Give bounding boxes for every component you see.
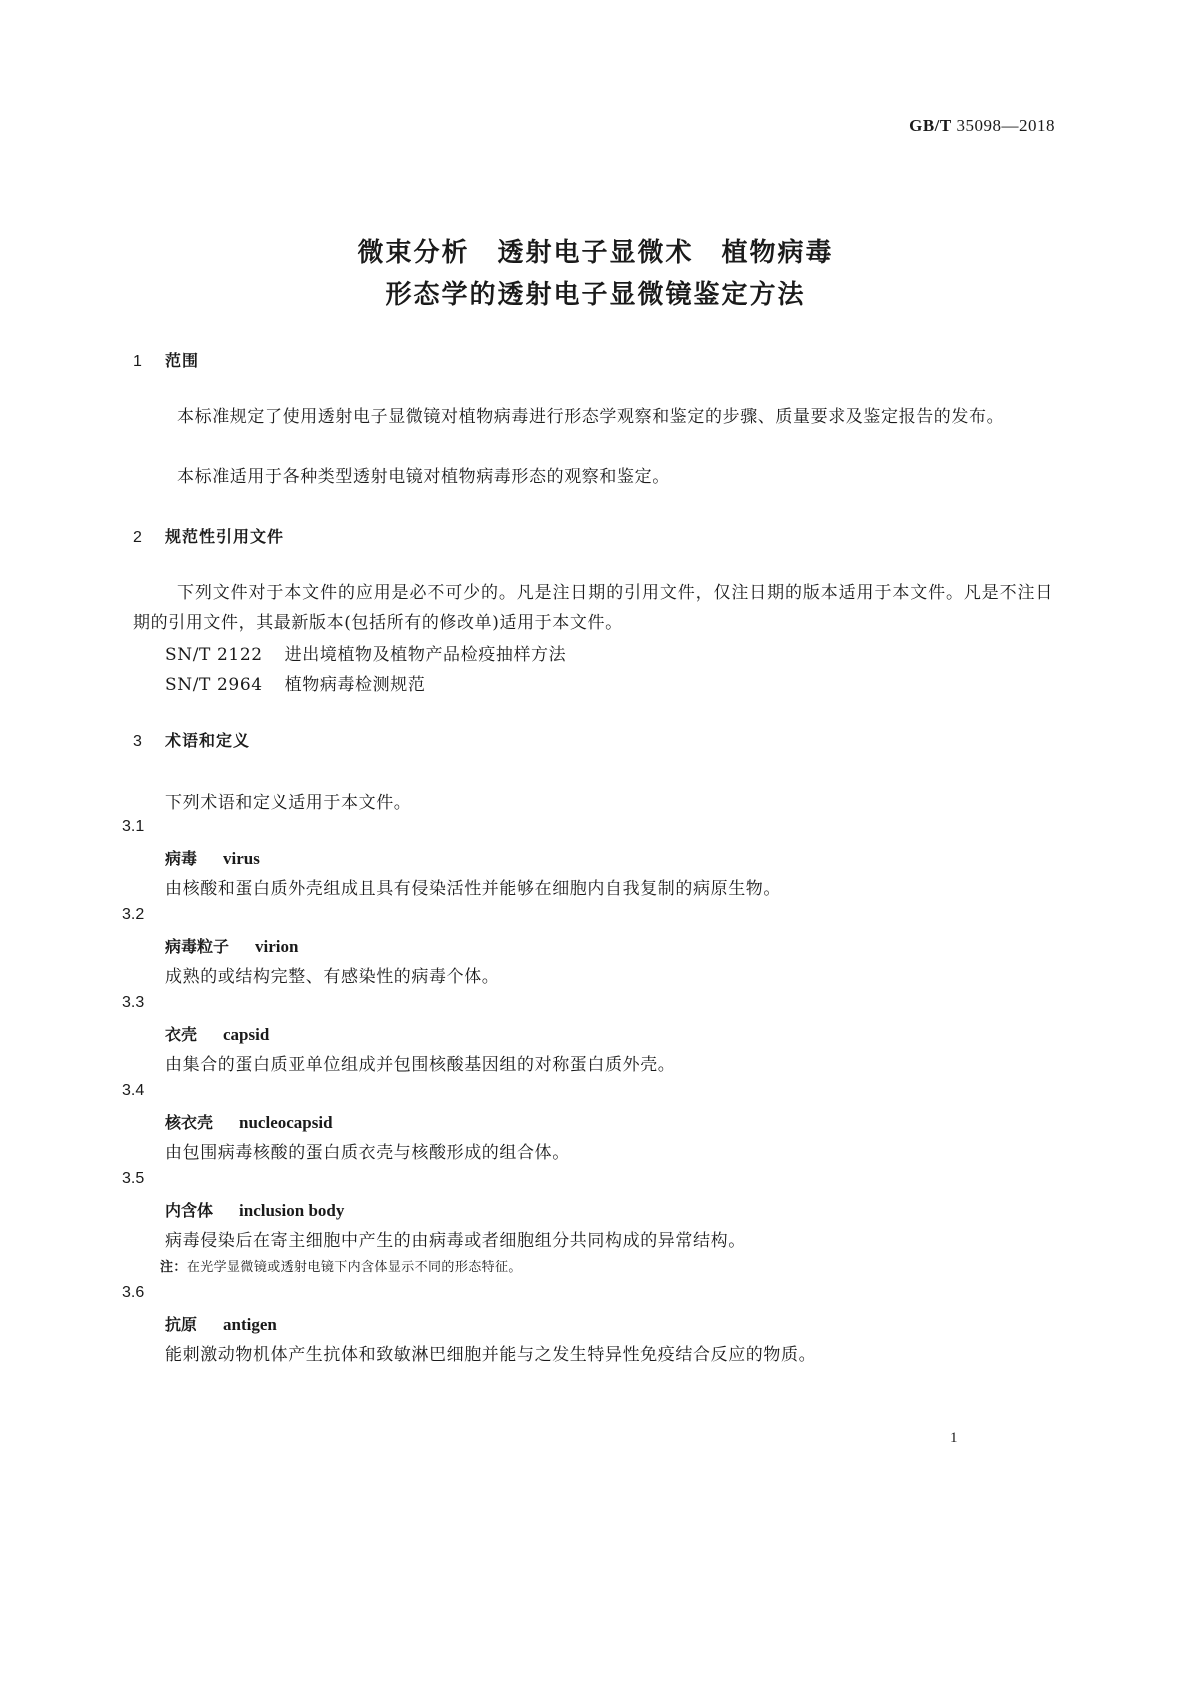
term-number: 3.1 bbox=[122, 818, 145, 835]
term-chinese: 内含体 bbox=[165, 1201, 214, 1220]
term-english: virus bbox=[223, 849, 260, 868]
term-english: inclusion body bbox=[239, 1201, 345, 1220]
section-2-heading bbox=[133, 524, 284, 547]
term-english: nucleocapsid bbox=[239, 1113, 333, 1132]
term-definition: 由集合的蛋白质亚单位组成并包围核酸基因组的对称蛋白质外壳。 bbox=[165, 1055, 676, 1075]
term-english: capsid bbox=[223, 1025, 270, 1044]
section-1-paragraph-1: 本标准规定了使用透射电子显微镜对植物病毒进行形态学观察和鉴定的步骤、质量要求及鉴定报告的发布。 bbox=[177, 407, 1005, 427]
term-definition: 成熟的或结构完整、有感染性的病毒个体。 bbox=[165, 967, 500, 987]
reference-item bbox=[165, 640, 566, 665]
section-number: 3 bbox=[133, 733, 143, 750]
term-chinese: 抗原 bbox=[165, 1315, 198, 1334]
term-heading bbox=[165, 934, 298, 957]
section-3-heading bbox=[133, 728, 250, 751]
reference-item bbox=[165, 670, 425, 695]
term-heading bbox=[165, 1312, 277, 1335]
section-number: 2 bbox=[133, 529, 143, 546]
section-number: 1 bbox=[133, 353, 143, 370]
term-heading bbox=[165, 1022, 269, 1045]
reference-name: 进出境植物及植物产品检疫抽样方法 bbox=[284, 645, 567, 665]
term-english: antigen bbox=[223, 1315, 277, 1334]
term-number: 3.3 bbox=[122, 994, 145, 1011]
reference-code: SN/T 2122 bbox=[165, 645, 263, 665]
term-chinese: 病毒 bbox=[165, 849, 198, 868]
term-chinese: 病毒粒子 bbox=[165, 937, 230, 956]
term-heading bbox=[165, 1198, 344, 1221]
section-1-paragraph-2: 本标准适用于各种类型透射电镜对植物病毒形态的观察和鉴定。 bbox=[177, 467, 670, 487]
term-note bbox=[160, 1256, 522, 1275]
section-title: 规范性引用文件 bbox=[165, 527, 285, 546]
term-definition: 由核酸和蛋白质外壳组成且具有侵染活性并能够在细胞内自我复制的病原生物。 bbox=[165, 879, 781, 899]
term-number: 3.6 bbox=[122, 1284, 145, 1301]
document-title-line-2: 形态学的透射电子显微镜鉴定方法 bbox=[385, 280, 806, 310]
document-title-line-1: 微束分析 透射电子显微术 植物病毒 bbox=[357, 238, 834, 268]
term-heading bbox=[165, 1110, 333, 1133]
standard-code-number: 35098—2018 bbox=[956, 116, 1055, 135]
section-1-heading bbox=[133, 348, 199, 371]
term-number: 3.4 bbox=[122, 1082, 145, 1099]
term-english: virion bbox=[255, 937, 299, 956]
section-title: 范围 bbox=[165, 351, 200, 370]
term-chinese: 核衣壳 bbox=[165, 1113, 214, 1132]
section-title: 术语和定义 bbox=[165, 731, 251, 750]
section-2-paragraph-1: 下列文件对于本文件的应用是必不可少的。凡是注日期的引用文件，仅注日期的版本适用于本文件。凡是不注日期的引用文件，其最新版本(包括所有的修改单)适用于本文件。 bbox=[133, 583, 1053, 633]
section-3-intro: 下列术语和定义适用于本文件。 bbox=[165, 793, 412, 813]
standard-code-prefix: GB/T bbox=[909, 116, 952, 135]
term-definition: 能刺激动物机体产生抗体和致敏淋巴细胞并能与之发生特异性免疫结合反应的物质。 bbox=[165, 1345, 817, 1365]
term-number: 3.2 bbox=[122, 906, 145, 923]
reference-name: 植物病毒检测规范 bbox=[284, 675, 426, 695]
note-label: 注： bbox=[160, 1260, 187, 1275]
standard-code bbox=[800, 116, 1055, 136]
term-definition: 病毒侵染后在寄主细胞中产生的由病毒或者细胞组分共同构成的异常结构。 bbox=[165, 1231, 746, 1251]
term-number: 3.5 bbox=[122, 1170, 145, 1187]
term-heading bbox=[165, 846, 260, 869]
note-text: 在光学显微镜或透射电镜下内含体显示不同的形态特征。 bbox=[186, 1260, 522, 1275]
term-definition: 由包围病毒核酸的蛋白质衣壳与核酸形成的组合体。 bbox=[165, 1143, 570, 1163]
term-chinese: 衣壳 bbox=[165, 1025, 198, 1044]
reference-code: SN/T 2964 bbox=[165, 675, 263, 695]
page-number: 1 bbox=[950, 1430, 958, 1446]
